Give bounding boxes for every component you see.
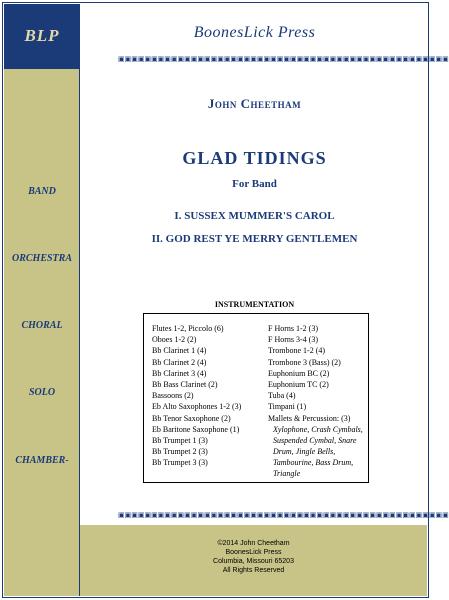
instrument-line: Trombone 1-2 (4) (268, 346, 326, 356)
logo-text: BLP (24, 26, 60, 45)
instrument-line: Flutes 1-2, Piccolo (6) (152, 324, 224, 333)
piece-subtitle: For Band (232, 178, 277, 190)
instrumentation-box (143, 313, 369, 483)
movement-1: I. SUSSEX MUMMER'S CAROL (174, 210, 335, 222)
logo-box (4, 4, 80, 69)
instrument-line: Mallets & Percussion: (3) (268, 413, 351, 423)
instrument-line: Eb Baritone Saxophone (1) (152, 424, 240, 434)
publisher-line: BoonesLick Press (225, 549, 282, 556)
sidebar-item-chamber[interactable]: CHAMBER- (15, 455, 69, 466)
percussion-note: Xylophone, Crash Cymbals, Suspended Cymbal, Snare Drum, Jingle Bells, Tambourine, Bass Drum, Triangle (273, 424, 363, 478)
copyright-line: ©2014 John Cheetham (217, 540, 290, 547)
instrument-line: Bb Tenor Saxophone (2) (152, 413, 231, 423)
instrument-line: Bassoons (2) (152, 391, 194, 401)
address-line: Columbia, Missouri 65203 (213, 558, 294, 565)
top-ornament-border: ▣▣▣▣▣▣▣▣▣▣▣▣▣▣▣▣▣▣▣▣▣▣▣▣▣▣▣▣▣▣▣▣▣▣▣▣▣▣▣▣▣▣▣▣▣▣▣▣▣▣ (118, 55, 449, 63)
sidebar-item-choral[interactable]: CHORAL (21, 320, 63, 331)
movement-2: II. GOD REST YE MERRY GENTLEMEN (151, 233, 358, 245)
instrumentation-heading: INSTRUMENTATION (214, 300, 295, 309)
instrument-line: Euphonium BC (2) (268, 368, 330, 378)
instrument-line: Oboes 1-2 (2) (152, 335, 197, 345)
instrument-line: Bb Trumpet 3 (3) (152, 458, 208, 468)
instrument-line: Bb Clarinet 3 (4) (152, 368, 207, 378)
publisher-name: BoonesLick Press (193, 24, 316, 41)
instrument-line: Eb Alto Saxophones 1-2 (3) (152, 402, 242, 412)
composer-name: John Cheetham (207, 96, 302, 111)
instrument-line: F Horns 1-2 (3) (268, 324, 318, 333)
sidebar-item-solo[interactable]: SOLO (28, 387, 56, 398)
instrument-line: Tuba (4) (268, 391, 296, 401)
instrument-line: Trombone 3 (Bass) (2) (268, 357, 341, 367)
footer (80, 525, 427, 596)
instrument-line: Bb Trumpet 2 (3) (152, 447, 208, 457)
sidebar-item-orchestra[interactable]: ORCHESTRA (11, 253, 73, 264)
instrumentation-left-column (152, 323, 272, 469)
rights-line: All Rights Reserved (222, 567, 285, 574)
piece-title: GLAD TIDINGS (182, 148, 327, 168)
instrument-line: Bb Trumpet 1 (3) (152, 436, 208, 446)
instrument-line: Bb Bass Clarinet (2) (152, 380, 218, 390)
instrument-line: Bb Clarinet 2 (4) (152, 357, 207, 367)
instrument-line: F Horns 3-4 (3) (268, 335, 318, 345)
instrument-line: Bb Clarinet 1 (4) (152, 346, 207, 356)
instrumentation-right-column (268, 323, 366, 479)
sidebar-item-band[interactable]: BAND (28, 186, 56, 197)
bottom-ornament-border: ▣▣▣▣▣▣▣▣▣▣▣▣▣▣▣▣▣▣▣▣▣▣▣▣▣▣▣▣▣▣▣▣▣▣▣▣▣▣▣▣▣▣▣▣▣▣▣▣▣▣ (118, 511, 449, 519)
instrument-line: Timpani (1) (268, 402, 307, 412)
sidebar (4, 4, 80, 596)
instrument-line: Euphonium TC (2) (268, 380, 329, 390)
